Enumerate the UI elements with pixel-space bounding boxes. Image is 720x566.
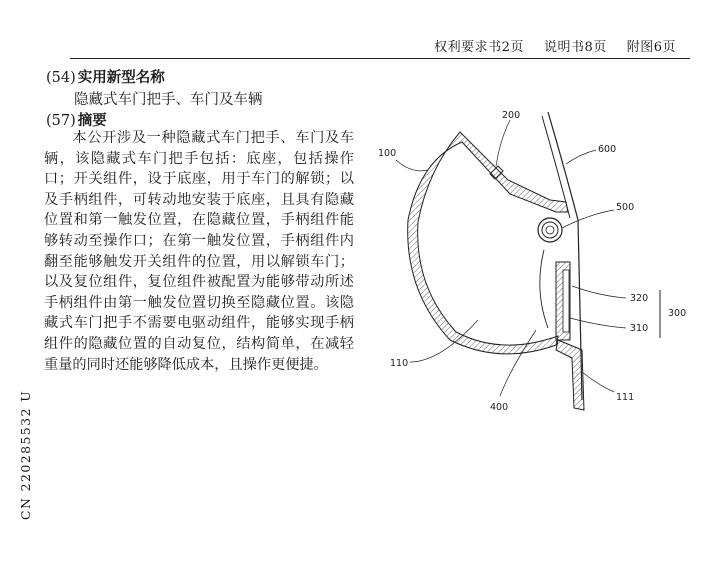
label-100: 100 — [378, 148, 397, 159]
door-handle-drawing — [360, 100, 700, 420]
drawings-page-count: 附图6页 — [626, 40, 676, 55]
publication-number: CN 220285532 U — [18, 389, 33, 520]
abstract-body — [44, 128, 354, 375]
leader-111 — [582, 372, 614, 392]
base-shell — [408, 132, 568, 354]
label-111: 111 — [616, 392, 635, 403]
label-110: 110 — [390, 358, 409, 369]
header-info — [434, 36, 676, 55]
label-310: 310 — [630, 323, 649, 334]
leader-310 — [570, 318, 626, 328]
section-54-code: (54) — [46, 70, 76, 86]
section-54-heading — [46, 66, 165, 87]
description-page-count: 说明书8页 — [543, 40, 607, 55]
leader-100 — [396, 160, 428, 171]
pivot-middle — [542, 222, 558, 238]
lower-bracket — [556, 340, 584, 410]
leader-400 — [500, 330, 536, 396]
header-rule — [70, 58, 690, 59]
label-300: 300 — [668, 308, 687, 319]
section-57-code: (57) — [46, 113, 76, 129]
label-320: 320 — [630, 293, 649, 304]
reset-spring — [540, 250, 548, 328]
section-57-heading — [46, 109, 107, 130]
leader-500 — [562, 210, 614, 228]
label-400: 400 — [490, 402, 509, 413]
label-600: 600 — [598, 144, 617, 155]
section-57-title: 摘要 — [77, 112, 107, 129]
leader-600 — [566, 150, 596, 164]
label-200: 200 — [502, 110, 521, 121]
patent-figure — [360, 100, 700, 420]
section-54-title: 实用新型名称 — [77, 69, 165, 86]
utility-model-title: 隐藏式车门把手、车门及车辆 — [74, 92, 263, 108]
abstract-text: 本公开涉及一种隐藏式车门把手、车门及车辆，该隐藏式车门把手包括：底座，包括操作口；开关组件，设于底座，用于车门的解锁；以及手柄组件，可转动地安装于底座，且具有隐藏位置和第一触发位置，在隐藏位置，手柄组件能够转动至操作口；在第一触发位置，手柄组件内翻至能够触发开关组件的位置，用以解锁车门；以及复位组件，复位组件被配置为能够带动所述手柄组件由第一触发位置切换至隐藏位置。该隐藏式车门把手不需要电驱动组件，能够实现手柄组件的隐藏位置的自动复位，结构简单，在减轻重量的同时还能够降低成本，且操作更便捷。 — [44, 130, 354, 373]
leader-200 — [496, 120, 510, 166]
claims-page-count: 权利要求书2页 — [434, 40, 524, 55]
handle-inner — [563, 270, 569, 332]
label-500: 500 — [616, 202, 635, 213]
pivot-inner — [546, 226, 554, 234]
